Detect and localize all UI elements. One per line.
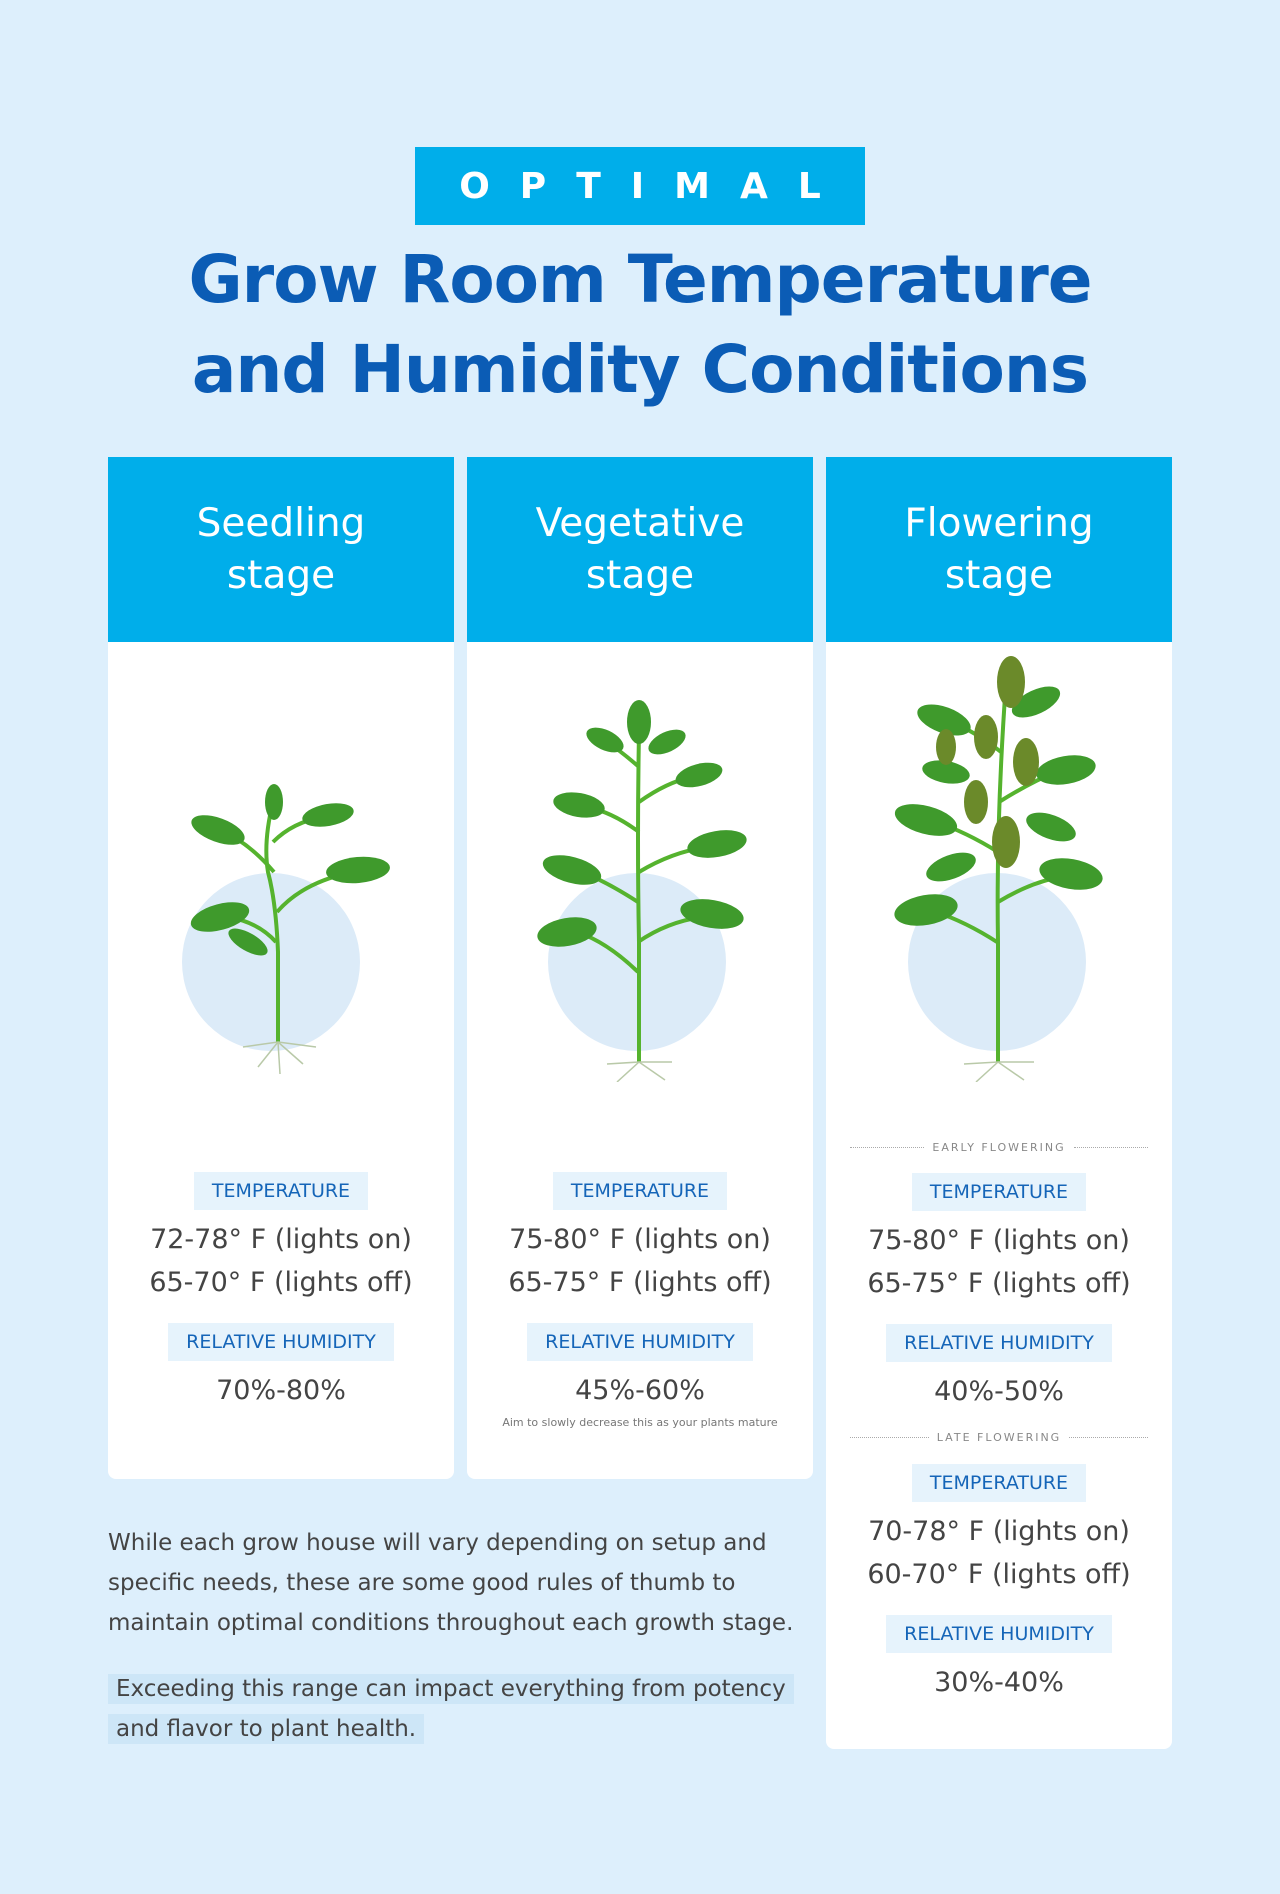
late-temperature-section xyxy=(826,1464,1172,1596)
early-flowering-label: EARLY FLOWERING xyxy=(932,1140,1066,1154)
vegetative-title-line2: stage xyxy=(585,552,695,598)
temperature-label: TEMPERATURE xyxy=(912,1173,1086,1211)
seedling-humidity-section xyxy=(108,1323,454,1412)
temp-lights-on: 75-80° F (lights on) xyxy=(509,1224,771,1255)
vegetative-humidity-section xyxy=(467,1323,813,1429)
humidity-label: RELATIVE HUMIDITY xyxy=(886,1324,1112,1362)
seedling-title-line2: stage xyxy=(226,552,336,598)
early-flowering-divider xyxy=(842,1137,1156,1157)
late-flowering-label: LATE FLOWERING xyxy=(936,1430,1062,1444)
intro-paragraph: While each grow house will vary depending on setup and specific needs, these are some good rules of thumb to maintain optimal conditions throughout each growth stage. xyxy=(108,1530,794,1636)
seedling-card-header xyxy=(108,457,454,642)
early-temperature-section xyxy=(826,1173,1172,1305)
humidity-label: RELATIVE HUMIDITY xyxy=(886,1615,1112,1653)
humidity-label: RELATIVE HUMIDITY xyxy=(527,1323,753,1361)
humidity-value: 45%-60% xyxy=(575,1375,705,1406)
seedling-title-line1: Seedling xyxy=(196,500,366,546)
seedling-temperature-section xyxy=(108,1172,454,1304)
temp-lights-off: 65-75° F (lights off) xyxy=(867,1268,1131,1299)
page-title-line1: Grow Room Temperature xyxy=(188,241,1092,318)
humidity-note: Aim to slowly decrease this as your plants mature xyxy=(502,1416,778,1429)
flowering-title-line2: stage xyxy=(944,552,1054,598)
vegetative-temperature-section xyxy=(467,1172,813,1304)
humidity-value: 70%-80% xyxy=(216,1375,346,1406)
seedling-plant-illustration xyxy=(108,642,454,1082)
temp-lights-off: 65-75° F (lights off) xyxy=(508,1267,772,1298)
humidity-value: 30%-40% xyxy=(934,1667,1064,1698)
highlight-note xyxy=(108,1669,828,1749)
temp-lights-on: 70-78° F (lights on) xyxy=(868,1516,1130,1547)
late-flowering-divider xyxy=(842,1427,1156,1447)
flowering-plant-illustration xyxy=(826,642,1172,1082)
temp-lights-on: 72-78° F (lights on) xyxy=(150,1224,412,1255)
vegetative-plant-illustration xyxy=(467,642,813,1082)
temp-lights-off: 60-70° F (lights off) xyxy=(867,1559,1131,1590)
vegetative-card xyxy=(467,457,813,1479)
humidity-label: RELATIVE HUMIDITY xyxy=(168,1323,394,1361)
late-humidity-section xyxy=(826,1615,1172,1704)
seedling-card xyxy=(108,457,454,1479)
humidity-value: 40%-50% xyxy=(934,1376,1064,1407)
optimal-tag: OPTIMAL xyxy=(415,147,865,225)
vegetative-card-header xyxy=(467,457,813,642)
temperature-label: TEMPERATURE xyxy=(194,1172,368,1210)
flowering-title-line1: Flowering xyxy=(904,500,1094,546)
early-humidity-section xyxy=(826,1324,1172,1413)
highlight-text: Exceeding this range can impact everything from potency and flavor to plant health. xyxy=(108,1674,794,1744)
temperature-label: TEMPERATURE xyxy=(912,1464,1086,1502)
page-title-line2: and Humidity Conditions xyxy=(191,331,1089,408)
temperature-label: TEMPERATURE xyxy=(553,1172,727,1210)
temp-lights-off: 65-70° F (lights off) xyxy=(149,1267,413,1298)
flowering-card xyxy=(826,457,1172,1749)
temp-lights-on: 75-80° F (lights on) xyxy=(868,1225,1130,1256)
vegetative-title-line1: Vegetative xyxy=(535,500,745,546)
flowering-card-header xyxy=(826,457,1172,642)
